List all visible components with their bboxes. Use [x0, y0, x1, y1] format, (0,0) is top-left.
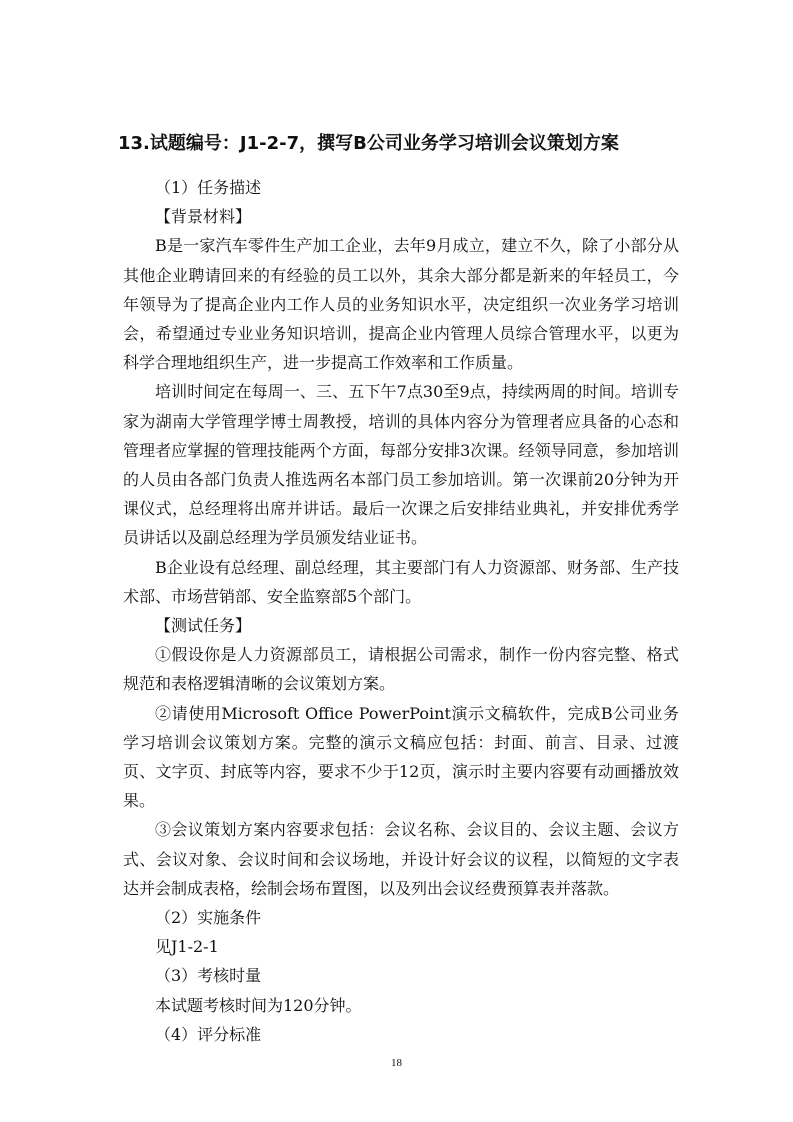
section-scoring: （4）评分标准	[155, 1024, 262, 1044]
question-title: 13.试题编号：J1-2-7，撰写B公司业务学习培训会议策划方案	[118, 133, 619, 154]
background-heading: 【背景材料】	[155, 207, 252, 227]
section-task-description: （1）任务描述	[155, 178, 262, 197]
conditions-text: 见J1-2-1	[155, 937, 219, 957]
section-conditions: （2）实施条件	[155, 908, 262, 928]
time-limit-text: 本试题考核时间为120分钟。	[155, 995, 362, 1015]
test-task-1: ①假设你是人力资源部员工，请根据公司需求，制作一份内容完整、格式规范和表格逻辑清晰的会议策划方案。	[123, 645, 679, 694]
test-task-2: ②请使用Microsoft Office PowerPoint演示文稿软件，完成B公司业务学习培训会议策划方案。完整的演示文稿应包括：封面、前言、目录、过渡页、文字页、封底等内容，要求不少于12页，演示时主要内容要有动画播放效果。	[123, 703, 679, 811]
background-paragraph-3: B企业设有总经理、副总经理，其主要部门有人力资源部、财务部、生产技术部、市场营销部、安全监察部5个部门。	[123, 557, 679, 606]
page-number: 18	[391, 1057, 402, 1069]
background-paragraph-1: B是一家汽车零件生产加工企业，去年9月成立，建立不久，除了小部分从其他企业聘请回来的有经验的员工以外，其余大部分都是新来的年轻员工，今年领导为了提高企业内工作人员的业务知识水平，决定组织一次业务学习培训会，希望通过专业业务知识培训，提高企业内管理人员综合管理水平，以更为科学合理地组织生产，进一步提高工作效率和工作质量。	[123, 236, 679, 373]
test-task-heading: 【测试任务】	[155, 616, 252, 636]
background-paragraph-2: 培训时间定在每周一、三、五下午7点30至9点，持续两周的时间。培训专家为湖南大学管理学博士周教授，培训的具体内容分为管理者应具备的心态和管理者应掌握的管理技能两个方面，每部分安排3次课。经领导同意，参加培训的人员由各部门负责人推选两名本部门员工参加培训。第一次课前20分钟为开课仪式，总经理将出席并讲话。最后一次课之后安排结业典礼，并安排优秀学员讲话以及副总经理为学员颁发结业证书。	[123, 382, 679, 548]
test-task-3: ③会议策划方案内容要求包括：会议名称、会议目的、会议主题、会议方式、会议对象、会议时间和会议场地，并设计好会议的议程，以简短的文字表达并会制成表格，绘制会场布置图，以及列出会议经费预算表并落款。	[123, 820, 679, 898]
section-time-limit: （3）考核时量	[155, 966, 262, 986]
question-content	[123, 173, 679, 1049]
